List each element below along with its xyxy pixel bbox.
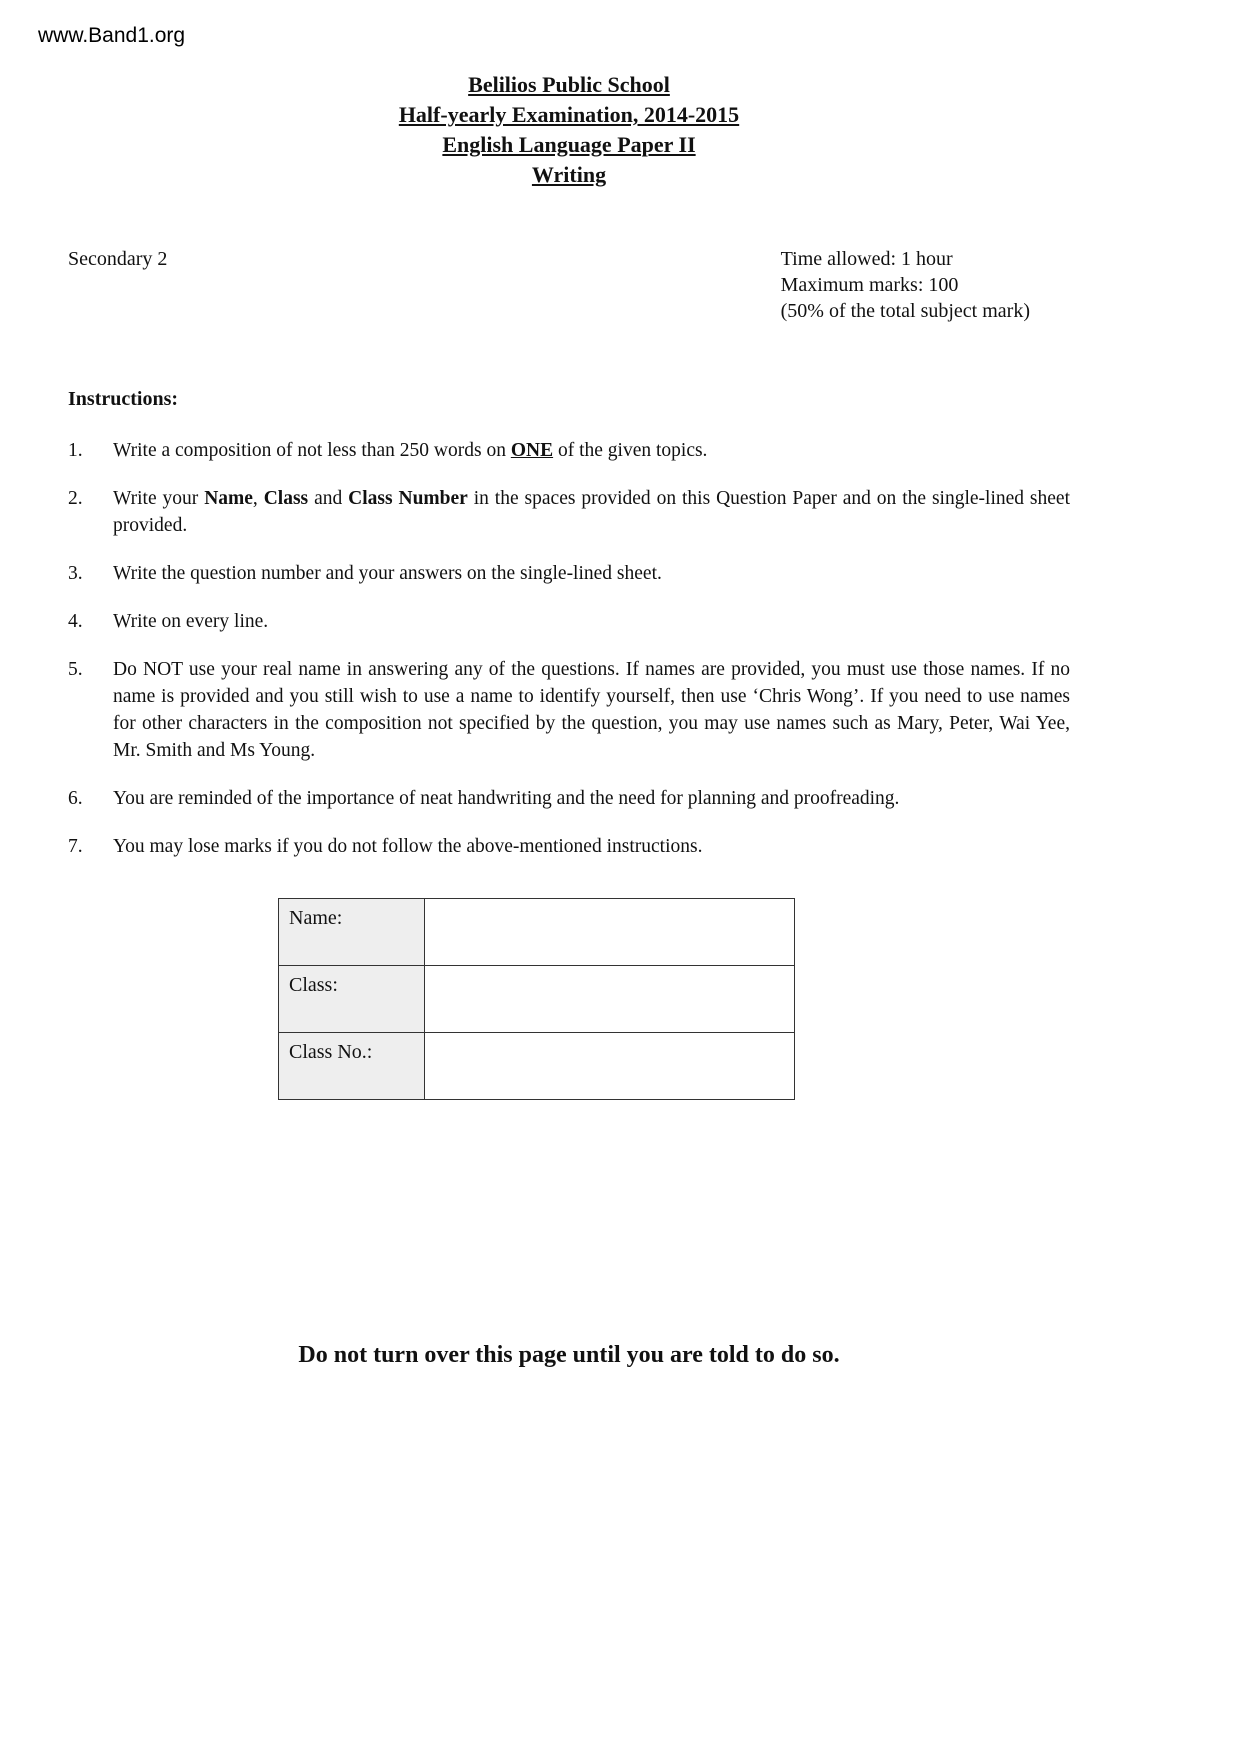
instruction-number: 4. (68, 611, 83, 632)
time-allowed: Time allowed: 1 hour (780, 248, 953, 270)
instruction-item (68, 560, 1070, 587)
instructions-heading: Instructions: (68, 388, 179, 410)
school-name: Belilios Public School (468, 72, 670, 97)
instruction-item (68, 437, 1070, 464)
name-value-cell (425, 899, 795, 966)
class-value-cell (425, 966, 795, 1033)
watermark: www.Band1.org (38, 24, 186, 47)
exam-info-block (781, 246, 1030, 324)
class-no-label-cell: Class No.: (279, 1033, 425, 1100)
instruction-item (68, 608, 1070, 635)
instruction-number: 3. (68, 563, 83, 584)
instruction-text: You may lose marks if you do not follow the above-mentioned instructions. (113, 836, 703, 857)
instruction-text: Write a composition of not less than 250 words on ONE of the given topics. (113, 440, 708, 461)
name-label-cell: Name: (279, 899, 425, 966)
instruction-text: Write the question number and your answers on the single-lined sheet. (113, 563, 662, 584)
table-row (279, 966, 795, 1033)
instruction-text: Write on every line. (113, 611, 269, 632)
instruction-item (68, 785, 1070, 812)
instruction-number: 5. (68, 659, 83, 680)
instruction-number: 2. (68, 488, 83, 509)
table-row (279, 899, 795, 966)
subject-mark-note: (50% of the total subject mark) (780, 300, 1030, 322)
do-not-turn-over-notice: Do not turn over this page until you are told to do so. (298, 1342, 840, 1368)
maximum-marks: Maximum marks: 100 (780, 274, 959, 296)
paper-title: English Language Paper II (442, 132, 696, 157)
instructions-list (68, 437, 1070, 860)
exam-title: Half-yearly Examination, 2014-2015 (398, 102, 740, 127)
instruction-text: Do NOT use your real name in answering any of the questions. If names are provided, you must use those names. If no name is provided and you still wish to use a name to identify yourself, then use ‘Chris Wong’. If you need to use names for other characters in the composition not specified by the question, you may use names such as Mary, Peter, Wai Yee, Mr. Smith and Ms Young. (113, 659, 1070, 761)
paper-subtitle: Writing (531, 162, 607, 187)
instruction-text: You are reminded of the importance of neat handwriting and the need for planning and proofreading. (113, 788, 900, 809)
student-info-table (278, 898, 795, 1100)
instruction-number: 7. (68, 836, 83, 857)
title-block (68, 70, 1070, 190)
class-no-value-cell (425, 1033, 795, 1100)
meta-row (68, 246, 1070, 324)
instruction-number: 6. (68, 788, 83, 809)
instruction-number: 1. (68, 440, 83, 461)
instruction-item (68, 485, 1070, 539)
instruction-text: Write your Name, Class and Class Number in the spaces provided on this Question Paper and on the single-lined sheet provided. (113, 488, 1070, 536)
table-row (279, 1033, 795, 1100)
instruction-item (68, 833, 1070, 860)
instruction-item (68, 656, 1070, 764)
level-label: Secondary 2 (68, 248, 168, 270)
class-label-cell: Class: (279, 966, 425, 1033)
